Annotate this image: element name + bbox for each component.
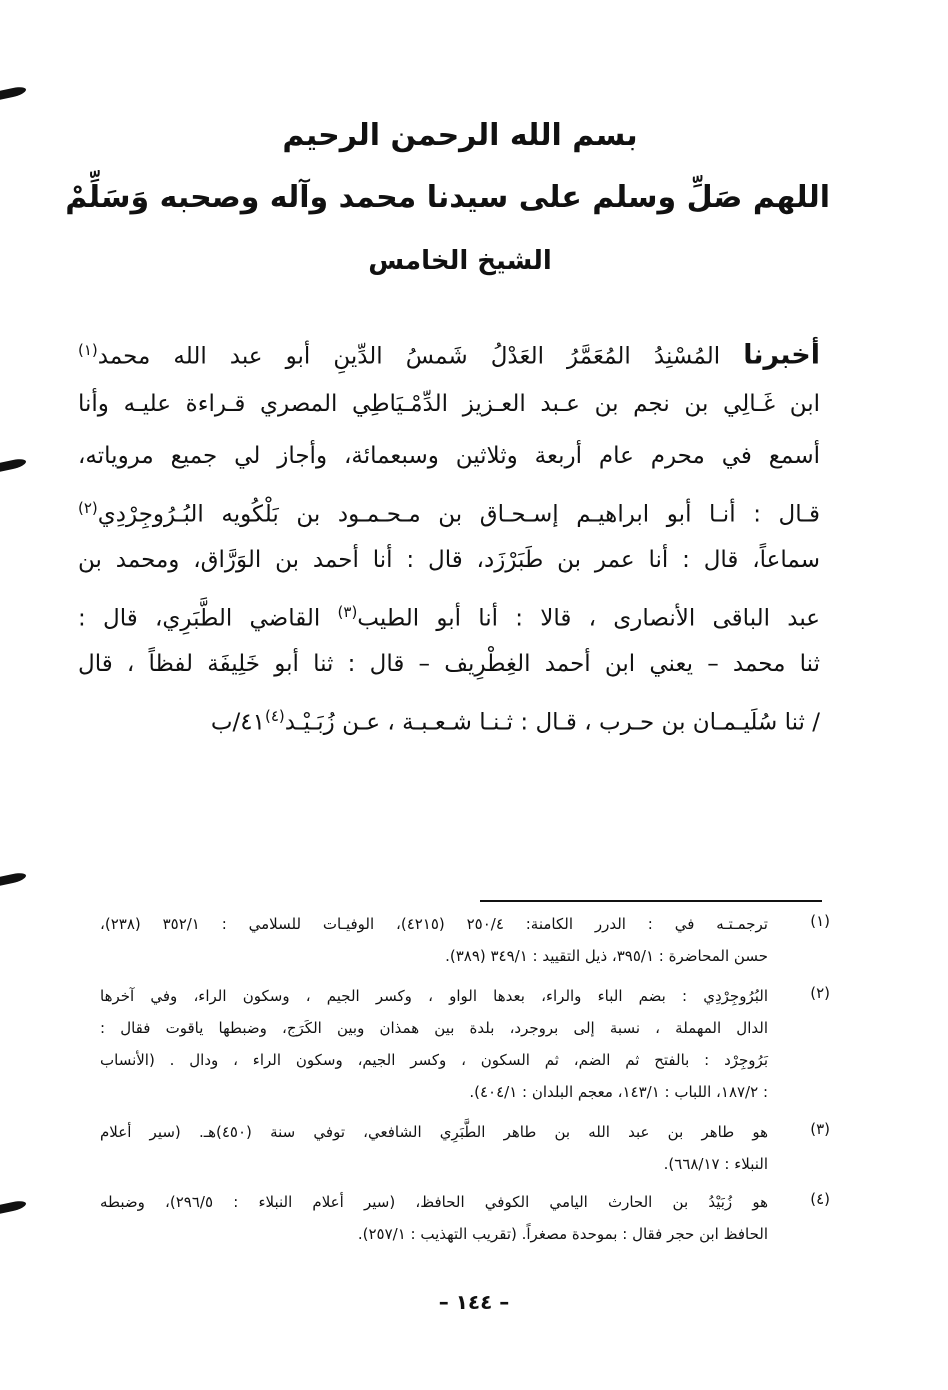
- footnote-line: النبلاء : ٦٦٨/١٧).: [663, 1155, 768, 1173]
- footnote-line: هو زُبَيْدُ بن الحارث اليامي الكوفي الحافظ، (سير أعلام النبلاء : ٢٩٦/٥)، وضبطه: [100, 1193, 768, 1211]
- binding-mark: [0, 1199, 26, 1214]
- footnote-number: (٢): [810, 984, 830, 1002]
- footnote-line: هو طاهر بن عبد الله بن طاهر الطَّبَرِي الشافعي، توفي سنة (٤٥٠)هـ. (سير أعلام: [100, 1123, 768, 1141]
- binding-mark: [0, 871, 26, 886]
- footnote-separator: [480, 900, 822, 902]
- binding-mark: [0, 457, 26, 472]
- text-line: أسمع في محرم عام أربعة وثلاثين وسبعمائة، وأجاز لي جميع مروياته،: [78, 443, 820, 469]
- text-line: سماعاً، قال : أنا عمر بن طَبَرْزَد، قال : أنا أحمد بن الوَرَّاق، ومحمد بن: [78, 547, 820, 573]
- footnote-line: ترجمـتـه في : الدرر الكامنة: ٢٥٠/٤ (٤٢١٥)، الوفيـات للسلامي : ٣٥٢/١ (٢٣٨)،: [100, 915, 768, 933]
- text-segment: / ثنا سُلَيـمـان بن حـرب ، قـال : ثـنـا شـعـبـة ، عـن زُبَـيْـد: [284, 709, 820, 736]
- text-segment: قـال : أنـا أبو ابراهيـم إسـحـاق بن مـحـمـود بن بَلْكُويه البُـرُوجِرْدِي: [97, 501, 820, 528]
- footnote-number: (٤): [810, 1190, 830, 1208]
- text-line: [78, 330, 820, 370]
- footnote-ref: (٤): [264, 707, 285, 725]
- footnote-number: (٣): [810, 1120, 830, 1138]
- footnote-line: حسن المحاضرة : ٣٩٥/١، ذيل التقييد : ٣٤٩/١ (٣٨٩).: [445, 947, 768, 965]
- text-line: [78, 592, 820, 632]
- text-line: [78, 696, 820, 736]
- text-line: [78, 488, 820, 528]
- footnote-line: بَرُوجِرْد : بالفتح ثم الضم، ثم السكون ، وكسر الجيم، وسكون الراء ، ودال . (الأنساب: [100, 1051, 768, 1069]
- binding-mark: [0, 85, 26, 100]
- footnote-line: الدال المهملة ، نسبة إلى بروجرد، بلدة بين همذان وبين الكَرَج، وضبطها ياقوت فقال :: [100, 1019, 768, 1037]
- footnote-ref: (٣): [337, 603, 358, 621]
- text-line: ابن غَـالِي بن نجم بن عـبد العـزيز الدِّمْـيَاطِي المصري قـراءة عليـه وأنا: [78, 391, 820, 417]
- text-segment: القاضي الطَّبَرِي، قال :: [78, 605, 321, 632]
- footnote-line: البُرُوجِرْدِي : بضم الباء والراء، بعدها الواو ، وكسر الجيم ، وسكون الراء، وفي آخرها: [100, 987, 768, 1005]
- footnote-number: (١): [810, 912, 830, 930]
- lead-word: أخبرنا: [743, 339, 820, 371]
- text-segment: عبد الباقى الأنصارى ، قالا : أنا أبو الطيب: [357, 605, 821, 632]
- section-title: الشيخ الخامس: [368, 246, 552, 276]
- footnote-ref: (١): [78, 341, 98, 359]
- basmala-heading: بسم الله الرحمن الرحيم: [282, 118, 638, 153]
- salutation-heading: اللهم صَلِّ وسلم على سيدنا محمد وآله وصحبه وَسَلِّمْ: [65, 180, 830, 215]
- text-segment: المُسْنِدُ المُعَمَّرُ العَدْلُ شَمسُ الدِّينِ أبو عبد الله محمد: [97, 343, 721, 370]
- footnote-ref: (٢): [78, 499, 98, 517]
- page-number: – ١٤٤ –: [438, 1290, 510, 1314]
- footnote-line: : ١٨٧/٢، اللباب : ١٤٣/١، معجم البلدان : ٤٠٤/١).: [469, 1083, 768, 1101]
- folio-marker: ٤١/ب: [210, 709, 265, 736]
- footnote-line: الحافظ ابن حجر فقال : بموحدة مصغراً. (تقريب التهذيب : ٢٥٧/١).: [357, 1225, 768, 1243]
- text-line: ثنا محمد – يعني ابن أحمد الغِطْرِيف – قال : ثنا أبو خَلِيفَة لفظاً ، قال: [78, 651, 820, 677]
